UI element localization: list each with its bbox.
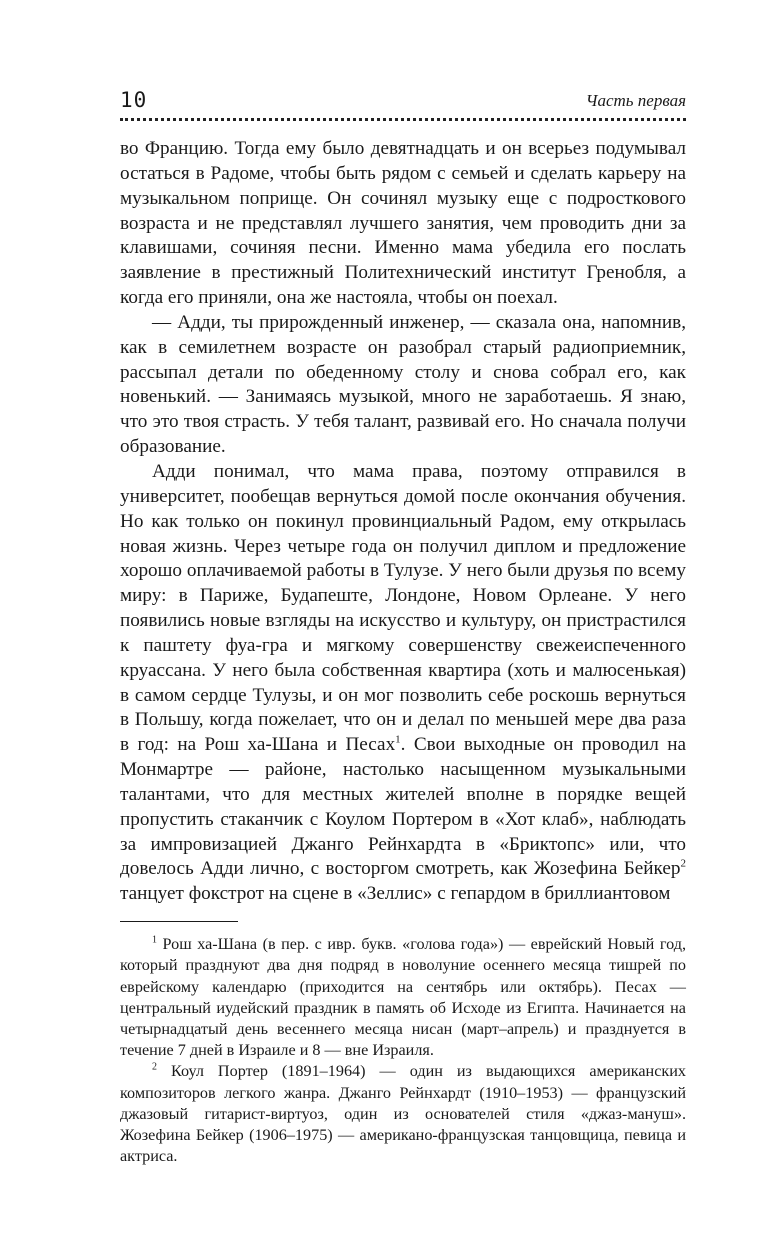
footnote-reference-1[interactable]: 1 [395, 733, 401, 746]
paragraph-text: Адди понимал, что мама права, поэтому отправился в университет, пообещав вернуться домой после окончания обучения. Но как только он покинул провинциальный Радом, ему открылась новая жизнь. Через четыре года он получил диплом и предложение хорошо оплачиваемой работы в Тулузе. У него были друзья по всему миру: в Париже, Будапеште, Лондоне, Новом Орлеане. У него появились новые взгляды на искусство и культуру, он пристрастился к паштету фуа-гра и мягкому совершенству свежеиспеченного круассана. У него была собственная квартира (хоть и малюсенькая) в самом сердце Тулузы, и он мог позволить себе роскошь вернуться в Польшу, когда пожелает, что он и делал по меньшей мере два раза в год: на Рош ха-Шана и Песах [120, 460, 686, 756]
footnotes [120, 934, 686, 1167]
paragraph-text: танцует фокстрот на сцене в «Зеллис» с гепардом в бриллиантовом [120, 883, 671, 905]
paragraph-text: . Свои выходные он проводил на Монмартре — районе, настолько насыщенном музыкальными талантами, что для местных жителей вполне в порядке вещей пропустить стаканчик с Коулом Портером в «Хот клаб», наблюдать за импровизацией Джанго Рейнхардта в «Бриктопс» или, что довелось Адди лично, с восторгом смотреть, как Жозефина Бейкер [120, 734, 686, 880]
footnote-text: Коул Портер (1891–1964) — один из выдающихся американских композиторов легкого жанра. Джанго Рейнхардт (1910–1953) — французский джазовый гитарист-виртуоз, один из основателей стиля «джаз-мануш». Жозефина Бейкер (1906–1975) — американо-французская танцовщица, певица и актриса. [120, 1062, 686, 1166]
footnote-mark: 1 [152, 934, 157, 946]
paragraph-text: — Адди, ты прирожденный инженер, — сказала она, напомнив, как в семилетнем возрасте он разобрал старый радиоприемник, рассыпал детали по обеденному столу и снова собрал его, как новенький. — Занимаясь музыкой, много не заработаешь. Я знаю, что это твоя страсть. У тебя талант, развивай его. Но сначала получи образование. [120, 311, 686, 458]
paragraph [120, 137, 686, 311]
footnote-1 [120, 934, 686, 1061]
paragraph-text: во Францию. Тогда ему было девятнадцать и он всерьез подумывал остаться в Радоме, чтобы быть рядом с семьей и сделать карьеру на музыкальном поприще. Он сочинял музыку еще с подросткового возраста и не представлял лучшего занятия, чем проводить дни за клавишами, сочиняя песни. Именно мама убедила его послать заявление в престижный Политехнический институт Гренобля, а когда его приняли, она же настояла, чтобы он поехал. [120, 138, 686, 309]
page-number: 10 [120, 88, 148, 112]
header-dotted-rule [120, 118, 686, 121]
book-page [120, 88, 686, 1167]
footnote-text: Рош ха-Шана (в пер. с ивр. букв. «голова года») — еврейский Новый год, который празднуют два дня подряд в новолуние осеннего месяца тишрей по еврейскому календарю (приходится на сентябрь или октябрь). Песах — центральный иудейский праздник в память об Исходе из Египта. Начинается на четырнадцатый день весеннего месяца нисан (март–апрель) и празднуется в течение 7 дней в Израиле и 8 — вне Израиля. [120, 935, 686, 1060]
footnote-2 [120, 1061, 686, 1167]
main-text [120, 137, 686, 907]
footnote-reference-2[interactable]: 2 [680, 858, 686, 871]
footnote-separator [120, 921, 238, 922]
running-head: Часть первая [585, 91, 686, 110]
footnote-mark: 2 [152, 1061, 157, 1073]
paragraph [120, 460, 686, 907]
paragraph [120, 311, 686, 460]
page-header [120, 88, 686, 114]
